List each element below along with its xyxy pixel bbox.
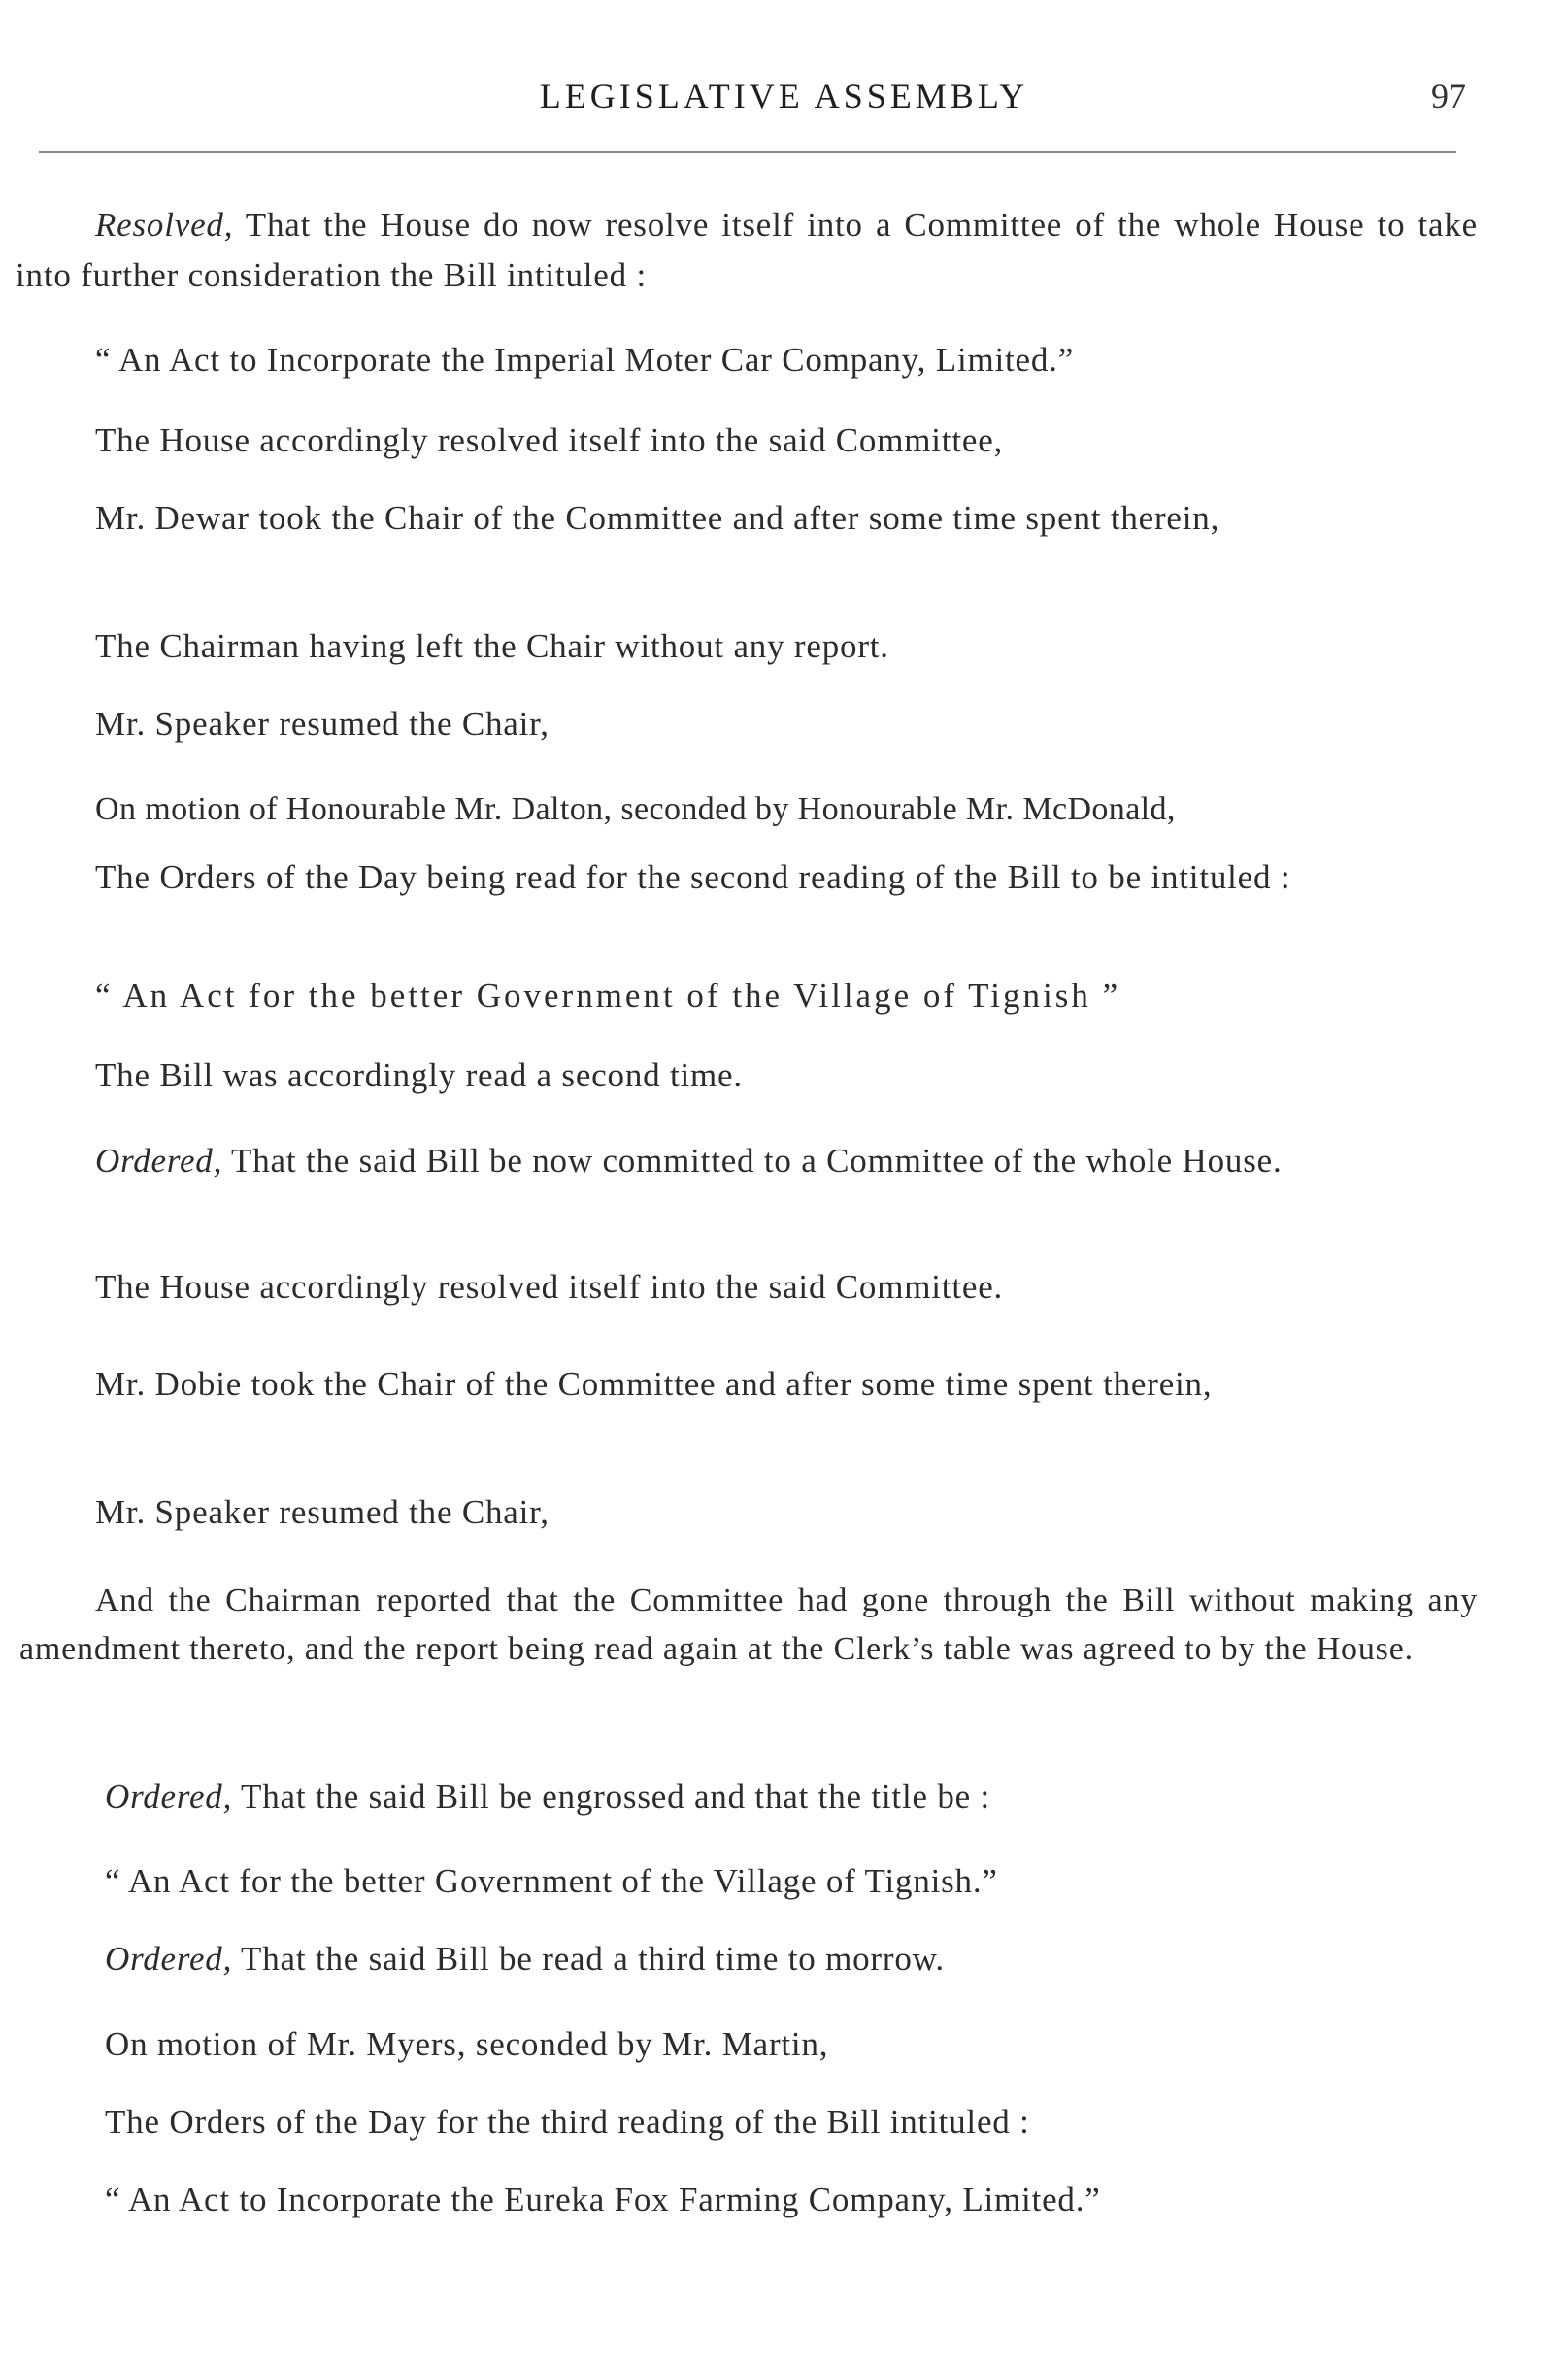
paragraph-text: That the said Bill be now committed to a Committee of the whole House. — [222, 1142, 1283, 1180]
paragraph-lead: Resolved, — [95, 206, 234, 244]
paragraph — [12, 493, 1478, 544]
paragraph-text: The Chairman having left the Chair without any report. — [95, 627, 889, 665]
paragraph-text: On motion of Mr. Myers, seconded by Mr. Martin, — [105, 2025, 829, 2063]
paragraph — [95, 699, 550, 750]
paragraph — [105, 2019, 828, 2070]
paragraph-text: That the House do now resolve itself into a Committee of the whole House to take into further consideration the Bill intituled : — [16, 206, 1478, 294]
paragraph — [95, 971, 1120, 1021]
paragraph-text: “ An Act to Incorporate the Eureka Fox Farming Company, Limited.” — [105, 2181, 1101, 2218]
paragraph — [95, 621, 889, 672]
paragraph — [95, 1487, 550, 1538]
paragraph-text: And the Chairman reported that the Committee had gone through the Bill without making any amendment thereto, and the report being read again at the Clerk’s table was agreed to by the House. — [19, 1583, 1478, 1667]
paragraph-lead: Ordered, — [105, 1940, 233, 1978]
paragraph-text: “ An Act for the better Government of the Village of Tignish.” — [105, 1862, 998, 1900]
header-title: LEGISLATIVE ASSEMBLY — [539, 77, 1029, 116]
paragraph-lead: Ordered, — [105, 1778, 233, 1816]
paragraph-text: Mr. Speaker resumed the Chair, — [95, 1493, 550, 1531]
paragraph-text: The Orders of the Day for the third reading of the Bill intituled : — [105, 2103, 1030, 2141]
paragraph — [95, 416, 1003, 466]
paragraph — [105, 1934, 945, 1984]
paragraph-text: The Bill was accordingly read a second time. — [95, 1056, 743, 1094]
paragraph-text: The Orders of the Day being read for the second reading of the Bill to be intituled : — [95, 858, 1291, 896]
paragraph-text: Mr. Speaker resumed the Chair, — [95, 705, 550, 743]
paragraph-text: “ An Act to Incorporate the Imperial Moter Car Company, Limited.” — [95, 341, 1075, 379]
paragraph — [105, 1772, 990, 1822]
paragraph-text: That the said Bill be engrossed and that the title be : — [232, 1778, 991, 1816]
page-number: 97 — [1431, 77, 1466, 116]
paragraph-text: Mr. Dewar took the Chair of the Committee and after some time spent therein, — [95, 499, 1220, 537]
paragraph-text: On motion of Honourable Mr. Dalton, seconded by Honourable Mr. McDonald, — [95, 791, 1176, 827]
paragraph — [16, 200, 1478, 301]
paragraph-text: The House accordingly resolved itself into the said Committee. — [95, 1268, 1004, 1306]
paragraph-lead: Ordered, — [95, 1142, 223, 1180]
paragraph — [95, 1050, 743, 1101]
paragraph — [12, 1136, 1478, 1186]
paragraph — [105, 2097, 1030, 2148]
paragraph-text: “ An Act for the better Government of the Village of Tignish ” — [95, 977, 1121, 1015]
paragraph — [95, 335, 1074, 385]
paragraph-text: The House accordingly resolved itself into the said Committee, — [95, 421, 1004, 459]
paragraph — [105, 2175, 1101, 2225]
paragraph — [19, 1577, 1478, 1674]
paragraph-text: That the said Bill be read a third time to morrow. — [232, 1940, 945, 1978]
paragraph — [16, 1359, 1478, 1410]
paragraph — [95, 1262, 1003, 1313]
paragraph-text: Mr. Dobie took the Chair of the Committee and after some time spent therein, — [95, 1365, 1213, 1403]
paragraph — [105, 1856, 998, 1907]
header-rule — [39, 151, 1456, 153]
paragraph — [12, 852, 1478, 903]
paragraph — [95, 784, 1176, 835]
